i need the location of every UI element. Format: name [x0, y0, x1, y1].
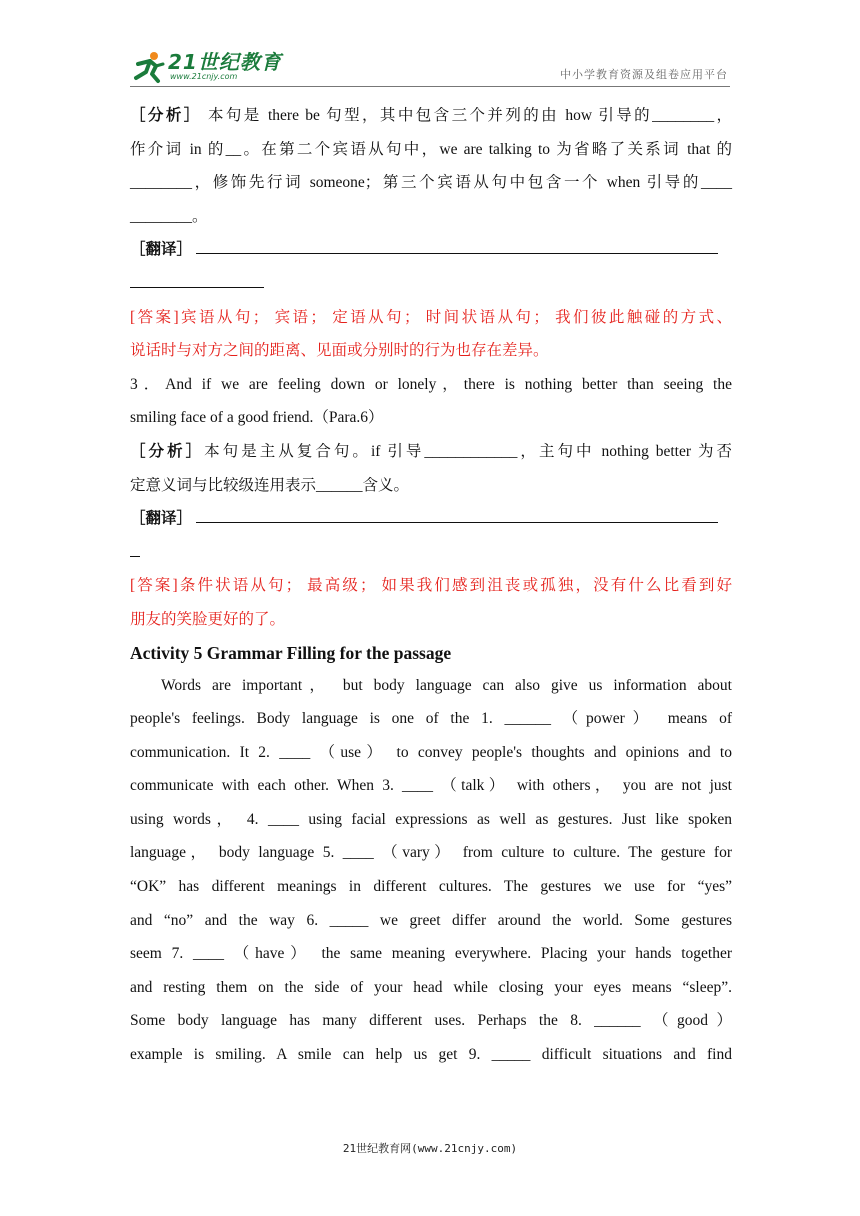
sentence-3-line-2 [130, 401, 732, 435]
analysis-line-3 [130, 166, 732, 200]
analysis-tag: ［分析］ [130, 442, 205, 460]
sentence-3-line-1 [130, 368, 732, 402]
analysis-paragraph-2 [130, 99, 732, 133]
logo-url: www.21cnjy.com [170, 72, 238, 81]
passage-line: communicate with each other. When 3. ____ （talk） with others， you are not just [130, 777, 732, 795]
translation-blank-continuation[interactable] [130, 271, 264, 288]
answer-line-3a [130, 569, 732, 603]
passage-line: using words， 4. ____ using facial expressions as well as gestures. Just like spoken [130, 810, 732, 828]
page-header [130, 44, 730, 88]
passage-line: example is smiling. A smile can help us get 9. _____ difficult situations and find [130, 1046, 732, 1064]
passage-line: Some body language has many different uses. Perhaps the 8. ______ （good） [130, 1012, 732, 1030]
analysis-line: 作介词 in 的__。在第二个宾语从句中，we are talking to 为省略了关系词 that 的 [130, 140, 732, 158]
translation-blank-continuation[interactable] [130, 540, 140, 557]
translation-continuation-3 [130, 536, 732, 570]
passage-line: Words are important， but body language can also give us information about [161, 676, 732, 694]
passage-line: and resting them on the side of your head while closing your eyes means “sleep”. [130, 978, 732, 996]
passage-line: and “no” and the way 6. _____ we greet differ around the world. Some gestures [130, 911, 732, 929]
site-logo[interactable] [130, 50, 282, 84]
analysis-paragraph-3 [130, 435, 732, 469]
analysis-line: ________。 [130, 207, 208, 225]
runner-logo-icon [130, 50, 166, 84]
answer-line-2a [130, 301, 732, 335]
translation-blank[interactable] [196, 506, 718, 523]
analysis-3-line-2 [130, 469, 732, 503]
logo-title: 21世纪教育 [168, 50, 282, 74]
passage-line: seem 7. ____ （have） the same meaning everywhere. Placing your hands together [130, 945, 732, 963]
translation-blank[interactable] [196, 237, 718, 254]
translation-row-2 [130, 233, 732, 267]
grammar-passage [130, 669, 732, 1072]
document-body [130, 99, 732, 1072]
analysis-line-4 [130, 200, 732, 234]
translation-row-3 [130, 502, 732, 536]
passage-line: language， body language 5. ____ （vary） from culture to culture. The gesture for [130, 844, 732, 862]
translation-continuation-2 [130, 267, 732, 301]
passage-line: “OK” has different meanings in different cultures. The gestures we use for “yes” [130, 878, 732, 896]
analysis-line: 定意义词与比较级连用表示______含义。 [130, 476, 410, 494]
sentence-text: 3．And if we are feeling down or lonely，there is nothing better than seeing the [130, 375, 732, 393]
analysis-line: 本句是 there be 句型，其中包含三个并列的由 how 引导的________， [207, 107, 732, 124]
passage-line: communication. It 2. ____ （use） to convey people's thoughts and opinions and to [130, 743, 732, 761]
answer-line-3b [130, 603, 732, 637]
header-tagline: 中小学教育资源及组卷应用平台 [560, 68, 728, 81]
analysis-tag: ［分析］ [130, 107, 202, 124]
passage-line: people's feelings. Body language is one of the 1. ______ （power） means of [130, 710, 732, 728]
page-footer: 21世纪教育网(www.21cnjy.com) [342, 1142, 518, 1155]
analysis-line: 本句是主从复合句。if 引导____________，主句中 nothing better 为否 [204, 442, 732, 460]
answer-text: [答案]宾语从句； 宾语； 定语从句； 时间状语从句； 我们彼此触碰的方式、 [130, 308, 732, 326]
translate-tag: ［翻译］ [130, 510, 193, 528]
answer-text: [答案]条件状语从句； 最高级； 如果我们感到沮丧或孤独，没有什么比看到好 [130, 577, 732, 595]
activity-title: Activity 5 Grammar Filling for the passage [130, 642, 452, 663]
answer-text: 说话时与对方之间的距离、见面或分别时的行为也存在差异。 [130, 342, 549, 360]
analysis-line: ________，修饰先行词 someone；第三个宾语从句中包含一个 when 引导的____ [130, 174, 732, 192]
answer-line-2b [130, 334, 732, 368]
translate-tag: ［翻译］ [130, 241, 193, 259]
header-divider [130, 86, 730, 87]
sentence-text: smiling face of a good friend.（Para.6） [130, 409, 384, 427]
analysis-line-2 [130, 133, 732, 167]
answer-text: 朋友的笑脸更好的了。 [130, 610, 286, 628]
